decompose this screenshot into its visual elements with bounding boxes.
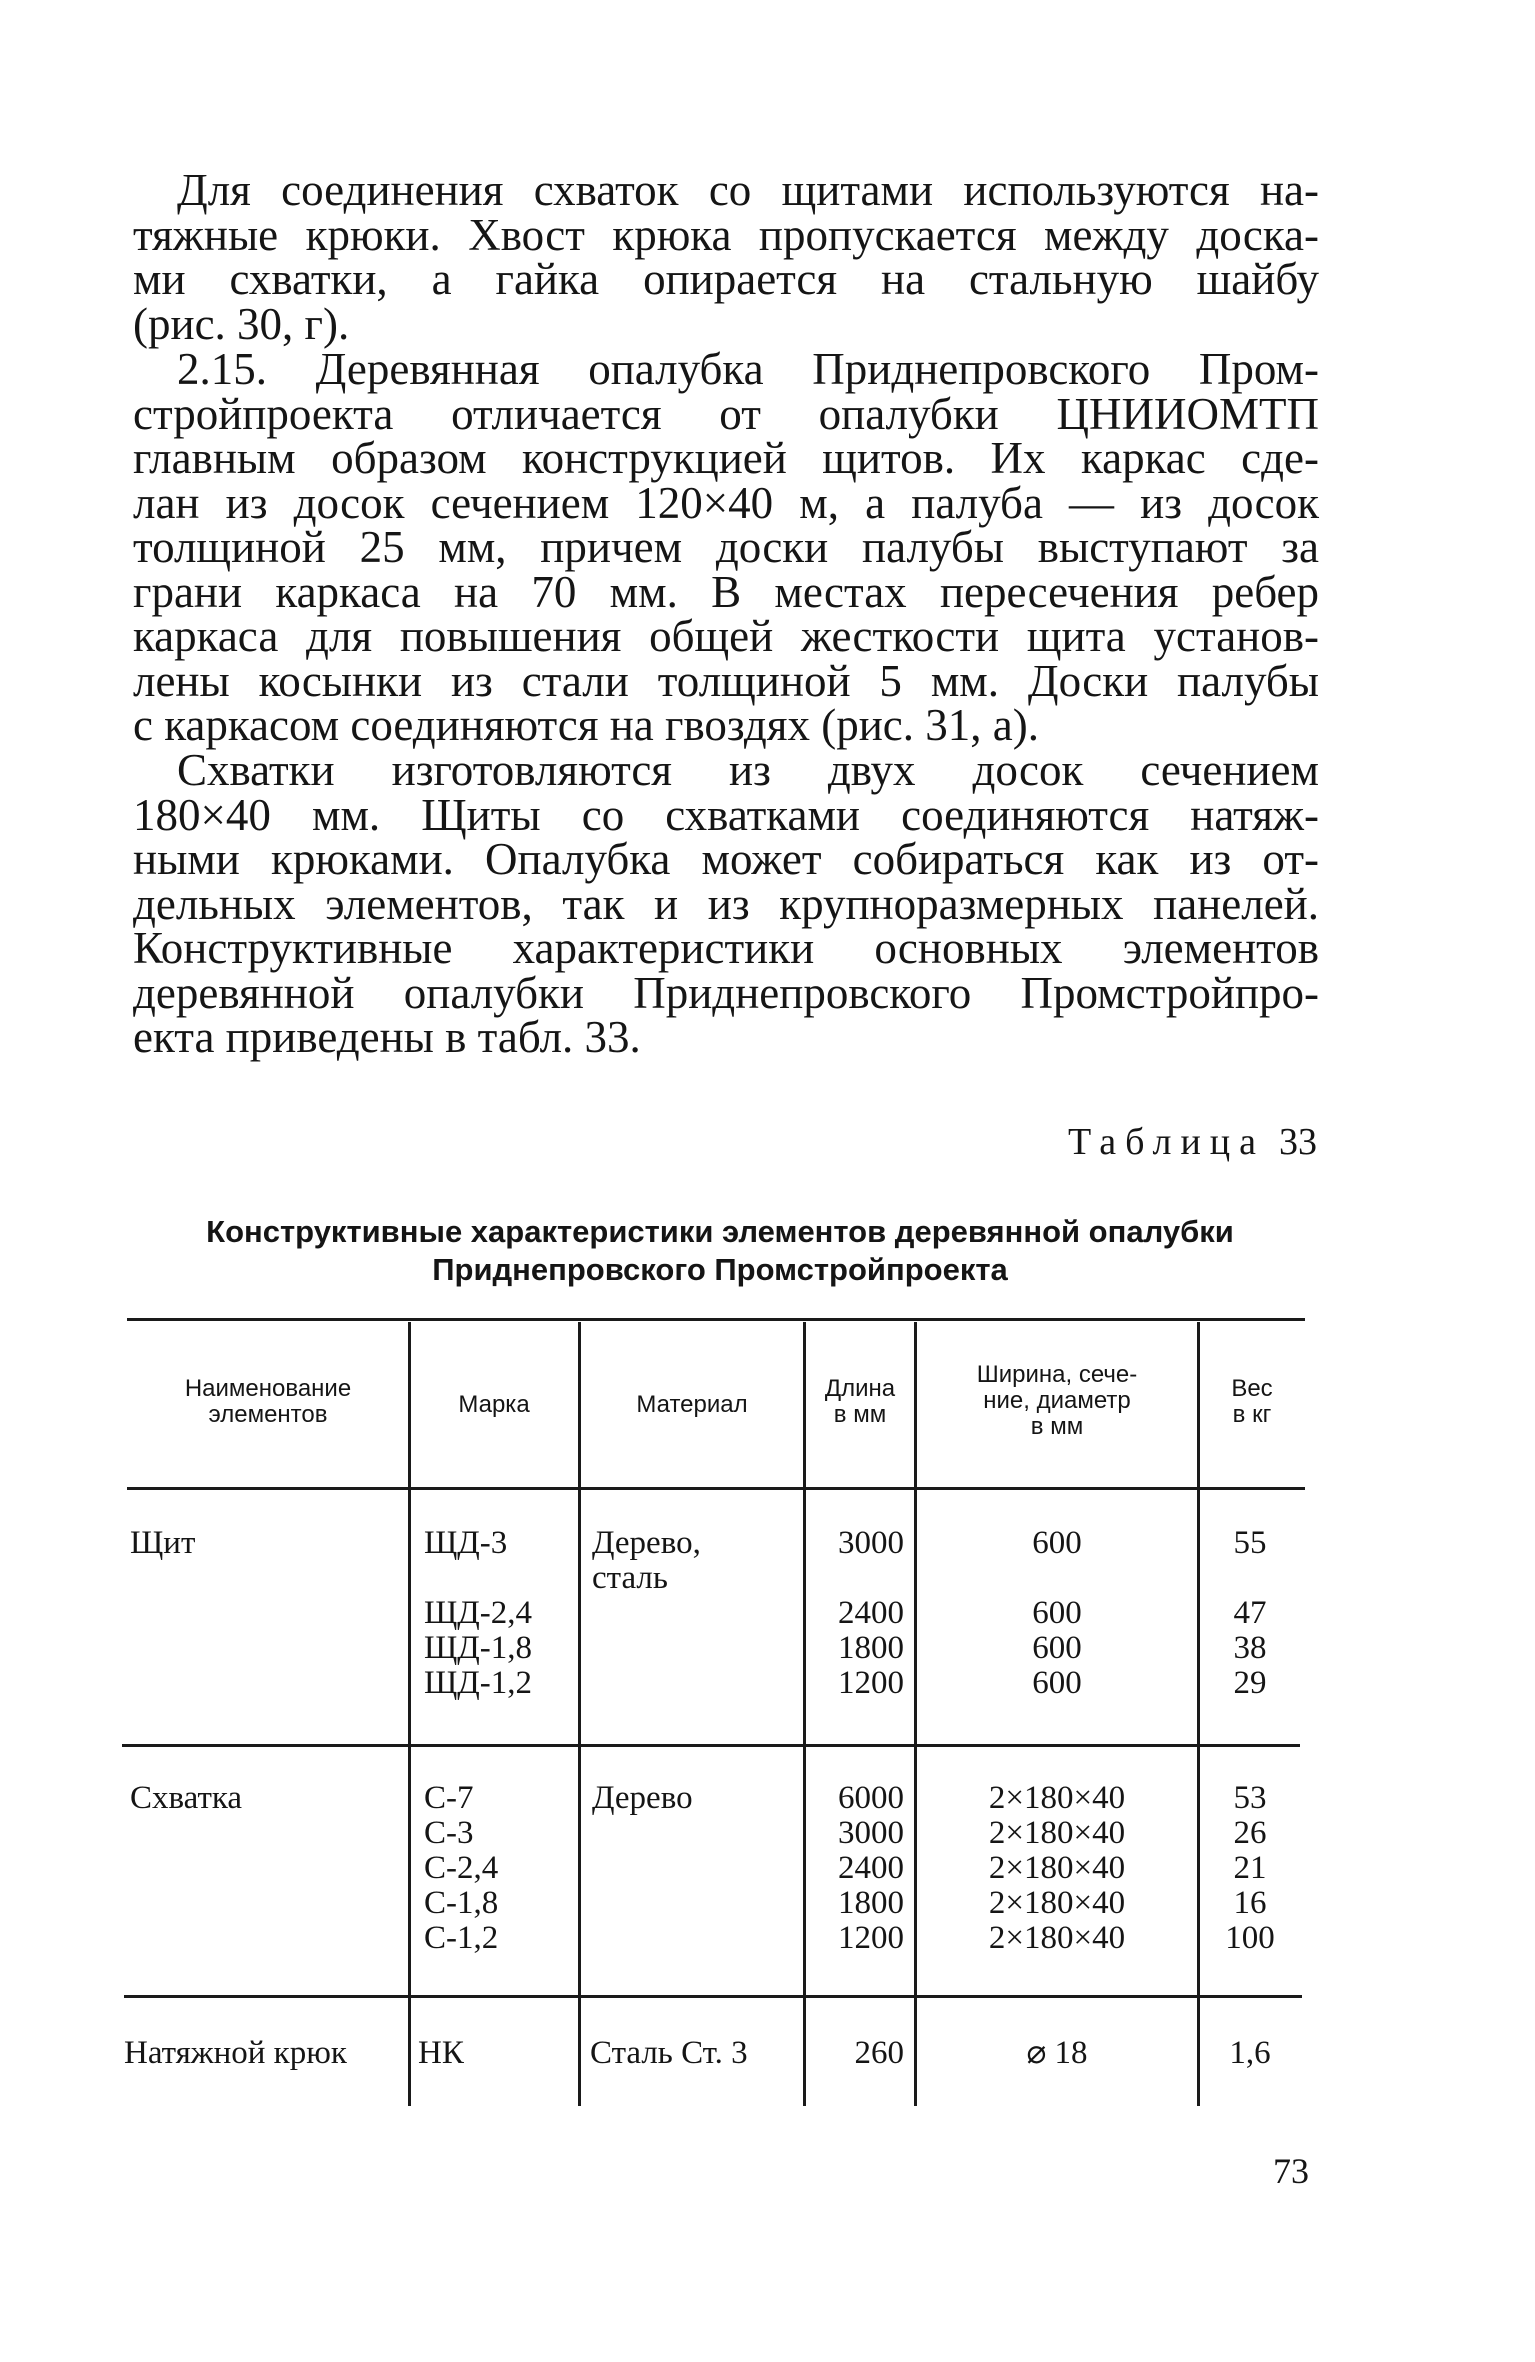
text-line: ными крюками. Опалубка может собираться как из от- (133, 834, 1319, 884)
text-line: (рис. 30, г). (133, 298, 350, 349)
text-line: главным образом конструкцией щитов. Их каркас сде- (133, 433, 1319, 483)
text-line: ми схватки, а гайка опирается на стальную шайбу (133, 254, 1319, 304)
text-line: 180×40 мм. Щиты со схватками соединяются натяж- (133, 789, 1319, 840)
cell-name: Натяжной крюк (124, 2035, 347, 2071)
cell-material: Дерево (592, 1780, 693, 1816)
table-rule-header-bottom (127, 1487, 1305, 1490)
header-width: Ширина, сече- ние, диаметр в мм (976, 1361, 1138, 1440)
cell-material: Дерево, сталь (592, 1525, 701, 1596)
table-column-rule (578, 1322, 581, 2106)
paragraph-hooks (133, 165, 1319, 349)
cell-lengths: 260 (854, 2035, 904, 2071)
cell-lengths: 3000 2400 1800 1200 (838, 1525, 904, 1701)
text-line: тяжные крюки. Хвост крюка пропускается между доска- (133, 209, 1319, 260)
text-line: дельных элементов, так и из крупноразмерных панелей. (133, 878, 1319, 929)
cell-marks: С-7 С-3 С-2,4 С-1,8 С-1,2 (424, 1780, 499, 1956)
paragraph-clamps (133, 745, 1319, 1062)
cell-marks: НК (418, 2035, 464, 2071)
table-rule-group (124, 1995, 1302, 1998)
cell-material: Сталь Ст. 3 (590, 2035, 748, 2071)
table-rule-top (127, 1318, 1305, 1321)
table-column-rule (914, 1322, 917, 2106)
text-line: каркаса для повышения общей жесткости щита установ- (133, 611, 1319, 661)
table-title-line: Приднепровского Промстройпроекта (432, 1252, 1008, 1287)
text-line: грани каркаса на 70 мм. В местах пересечения ребер (133, 566, 1319, 617)
text-line: 2.15. Деревянная опалубка Приднепровского Пром- (177, 344, 1319, 394)
text-line: толщиной 25 мм, причем доски палубы выступают за (133, 522, 1319, 572)
cell-name: Схватка (130, 1780, 243, 1816)
text-line: с каркасом соединяются на гвоздях (рис. 31, а). (133, 700, 1039, 750)
cell-weights: 53 26 21 16 100 (1225, 1780, 1275, 1956)
cell-widths: 600 600 600 600 (1032, 1525, 1082, 1701)
cell-lengths: 6000 3000 2400 1800 1200 (838, 1780, 904, 1956)
header-name: Наименование элементов (184, 1375, 352, 1428)
text-line: Схватки изготовляются из двух досок сечением (177, 745, 1319, 795)
text-line: екта приведены в табл. 33. (133, 1012, 641, 1062)
header-material: Материал (636, 1391, 748, 1418)
paragraph-section-2-15 (133, 344, 1319, 750)
table-caption (1068, 1120, 1317, 1164)
table-title-line: Конструктивные характеристики элементов деревянной опалубки (206, 1214, 1234, 1249)
header-mark: Марка (458, 1391, 530, 1418)
cell-weights: 55 47 38 29 (1233, 1525, 1267, 1701)
table-caption-number: 33 (1279, 1121, 1317, 1163)
table-column-rule (408, 1322, 411, 2106)
cell-widths: 2×180×40 2×180×40 2×180×40 2×180×40 2×180×40 (988, 1780, 1126, 1956)
table-title (140, 1213, 1300, 1289)
page-number: 73 (1273, 2151, 1309, 2191)
cell-widths: ⌀ 18 (1026, 2035, 1088, 2071)
cell-weights: 1,6 (1229, 2035, 1271, 2071)
text-line: лены косынки из стали толщиной 5 мм. Доски палубы (133, 655, 1319, 706)
table-rule-group (122, 1744, 1300, 1747)
table-caption-word: Таблица (1067, 1121, 1265, 1163)
cell-marks: ЩД-3 ЩД-2,4 ЩД-1,8 ЩД-1,2 (424, 1525, 533, 1701)
text-line: Конструктивные характеристики основных элементов (133, 923, 1319, 973)
text-line: Для соединения схваток со щитами используются на- (177, 165, 1319, 215)
table-column-rule (1197, 1322, 1200, 2106)
cell-name: Щит (130, 1525, 196, 1561)
table-column-rule (803, 1322, 806, 2106)
header-length: Длина в мм (824, 1375, 896, 1428)
text-line: стройпроекта отличается от опалубки ЦНИИОМТП (133, 388, 1319, 439)
text-line: деревянной опалубки Приднепровского Промстройпро- (133, 967, 1319, 1018)
text-line: лан из досок сечением 120×40 м, а палуба — из досок (133, 477, 1319, 528)
header-weight: Вес в кг (1231, 1375, 1273, 1428)
